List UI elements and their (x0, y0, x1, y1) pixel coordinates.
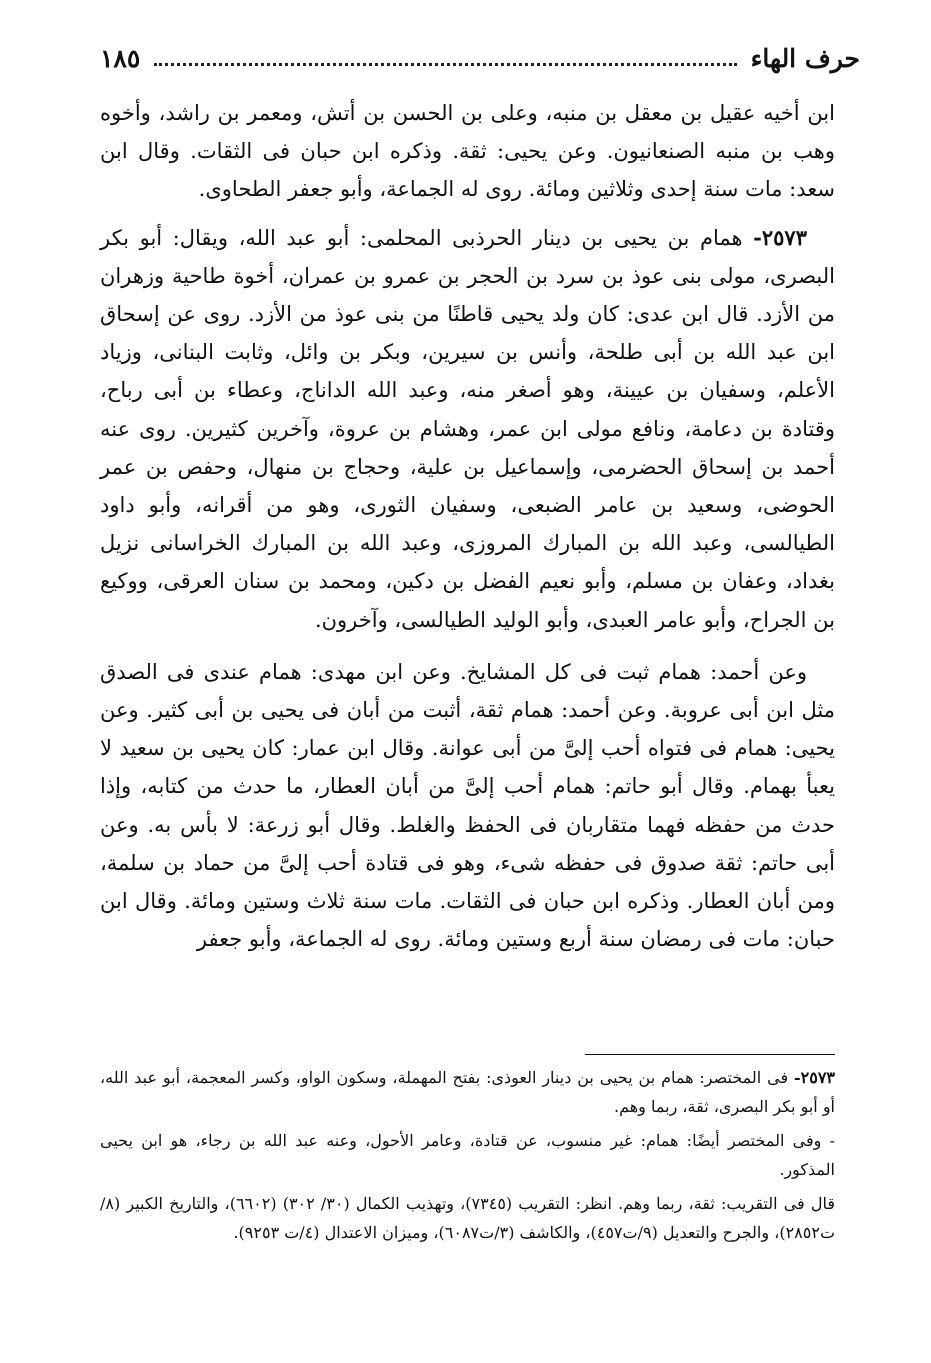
running-header (100, 38, 860, 78)
paragraph-assessments: وعن أحمد: همام ثبت فى كل المشايخ. وعن ابن مهدى: همام عندى فى الصدق مثل ابن أبى عروبة. وعن أحمد: همام ثقة، أثبت من أبان فى يحيى بن أبى كثير. وعن يحيى: همام فى فتواه أحب إلىَّ من أبى عوانة. وقال ابن عمار: كان يحيى بن سعيد لا يعبأ بهمام. وقال أبو حاتم: همام أحب إلىَّ من أبان العطار، ما حدث من كتابه، وإذا حدث من حفظه فهما متقاربان فى الحفظ والغلط. وقال أبو زرعة: لا بأس به. وعن أبى حاتم: ثقة صدوق فى حفظه شىء، وهو فى قتادة أحب إلىَّ من حماد بن سلمة، ومن أبان العطار. وذكره ابن حبان فى الثقات. مات سنة ثلاث وستين ومائة. وقال ابن حبان: مات فى رمضان سنة أربع وستين ومائة. روى له الجماعة، وأبو جعفر (100, 659, 835, 952)
footnote-2: - وفى المختصر أيضًا: همام: غير منسوب، عن قتادة، وعامر الأحول، وعنه عبد الله بن رجاء، هو ابن يحيى المذكور. (100, 1131, 835, 1179)
footnote-1 (100, 1064, 835, 1121)
footnote-number: ٢٥٧٣- (793, 1068, 835, 1087)
footnote-divider (585, 1054, 835, 1055)
entry-text: همام بن يحيى بن دينار الحرذبى المحلمى: أبو عبد الله، ويقال: أبو بكر البصرى، مولى بنى عوذ بن سرد بن الحجر بن عمرو بن عمران، أخوة طاحية وزهران من الأزد. قال ابن عدى: كان ولد يحيى قاطنًا من بنى عوذ من الأزد. روى عن إسحاق ابن عبد الله بن أبى طلحة، وأنس بن سيرين، وبكر بن وائل، وثابت البنانى، وزياد الأعلم، وسفيان بن عيينة، وهو أصغر منه، وعبد الله الداناج، وعطاء بن أبى رباح، وقتادة بن دعامة، ونافع مولى ابن عمر، وهشام بن عروة، وآخرين كثيرين. روى عنه أحمد بن إسحاق الحضرمى، وإسماعيل بن علية، وحجاج بن منهال، وحفص بن عمر الحوضى، وسعيد بن عامر الضبعى، وسفيان الثورى، وهو من أقرانه، وأبو داود الطيالسى، وعبد الله بن المبارك المروزى، وعبد الله بن المبارك الخراسانى نزيل بغداد، وعفان بن مسلم، وأبو نعيم الفضل بن دكين، ومحمد بن سنان العرقى، ووكيع بن الجراح، وأبو عامر العبدى، وأبو الوليد الطيالسى، وآخرون. (100, 225, 835, 632)
paragraph-continuation: ابن أخيه عقيل بن معقل بن منبه، وعلى بن الحسن بن أتش، ومعمر بن راشد، وأخوه وهب بن منبه الصنعانيون. وعن يحيى: ثقة. وذكره ابن حبان فى الثقات. وقال ابن سعد: مات سنة إحدى وثلاثين ومائة. روى له الجماعة، وأبو جعفر الطحاوى. (100, 101, 835, 202)
entry-number: ٢٥٧٣- (753, 224, 807, 250)
biography-entry-2573 (100, 219, 835, 639)
footnote-3: قال فى التقريب: ثقة، ربما وهم. انظر: التقريب (٧٣٤٥)، وتهذيب الكمال (٣٠/ ٣٠٢) (٦٦٠٢)، والتاريخ الكبير (٨/ت٢٨٥٢)، والجرح والتعديل (٩/ت٤٥٧)، والكاشف (٣/ت٦٠٨٧)، وميزان الاعتدال (٤/ت ٩٢٥٣). (100, 1194, 835, 1242)
chapter-title: حرف الهاء (750, 43, 860, 73)
main-text (100, 94, 835, 958)
header-dot-leader (154, 63, 736, 66)
footnotes (100, 1064, 835, 1247)
footnote-1-text: فى المختصر: همام بن يحيى بن دينار العوذى: بفتح المهملة، وسكون الواو، وكسر المعجمة، أبو عبد الله، أو أبو بكر البصرى، ثقة، ربما وهم. (100, 1068, 835, 1116)
page-number: ١٨٥ (100, 43, 141, 73)
